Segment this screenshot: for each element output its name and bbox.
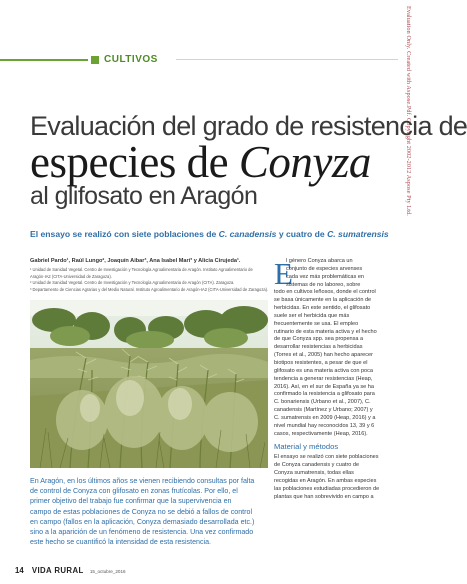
- section-marker: [91, 56, 99, 64]
- body-column: [274, 258, 396, 501]
- body-line: herbicidas. En este sentido, el glifosato: [274, 305, 371, 312]
- body-line: glifosato es una materia activa con poca: [274, 367, 373, 374]
- body-line: l género Conyza abarca un: [286, 258, 353, 264]
- title-line-3: al glifosato en Aragón: [30, 182, 258, 210]
- affiliation-line: Aragón-IA2 (CITA-Universidad de Zaragoza).: [30, 273, 112, 279]
- body-line: de Conyza canadensis y cuatro de: [274, 462, 360, 469]
- body-line: frecuentemente se usa. El empleo: [274, 320, 359, 327]
- affiliation-line: ³ Departamento de Ciencias Agrarias y del Medio Natural. Instituto Agroalimentario de Aragón-IA2 (CITA-Universidad de Zaragoza).: [30, 286, 269, 292]
- body-line: todo en cultivos leñosos, donde el control: [274, 289, 376, 296]
- article-subtitle: [30, 229, 398, 239]
- intro-line: campo de estas poblaciones de Conyza no se debió a fallos de control: [30, 507, 253, 516]
- body-line: Conyza sumatrensis, todas ellas: [274, 470, 354, 477]
- body-line: se basa únicamente en la aplicación de: [274, 297, 372, 304]
- intro-line: este hecho se cuantificó la intensidad de esta resistencia.: [30, 538, 212, 547]
- section-label: CULTIVOS: [104, 54, 158, 65]
- body-line: rutinario de esta materia activa y el hecho: [274, 328, 377, 335]
- section-rule-left: [0, 59, 88, 61]
- body-line: de que Conyza spp. sea propensa a: [274, 336, 364, 343]
- intro-line: de control de Conyza con glifosato en zonas frutícolas. Por ello, el: [30, 487, 238, 496]
- intro-line: primer objetivo del trabajo fue confirmar que la supervivencia en: [30, 497, 232, 506]
- body-line: 2016). Así, en el sur de España ya se ha: [274, 383, 374, 390]
- body-line: suele ser el herbicida que más: [274, 312, 350, 319]
- body-line: sistemas de no laboreo, sobre: [286, 281, 361, 288]
- body-line: tendencia a generar resistencias (Heap,: [274, 375, 373, 382]
- title-line-2: [30, 136, 371, 188]
- section-heading-methods: Material y métodos: [274, 442, 339, 452]
- body-line: las poblaciones estudiadas procedieron de: [274, 485, 380, 492]
- subtitle-part-c: y cuatro de: [276, 229, 328, 239]
- body-line: desarrollar resistencias a herbicidas: [274, 344, 363, 351]
- page-number: 14: [15, 566, 24, 575]
- section-header: [0, 52, 398, 68]
- evaluation-watermark: Evaluation Only. Created with Aspose.Pdf. Copyright 2002-2012 Aspose Pty Ltd.: [405, 6, 412, 216]
- body-line: casos, respectivamente (Heap, 2016).: [274, 430, 368, 437]
- subtitle-part-b: C. canadensis: [218, 229, 277, 239]
- field-photo: [30, 300, 268, 468]
- page-footer: [15, 566, 126, 575]
- affiliations: [30, 267, 278, 293]
- intro-line: en campo (fallos en la aplicación, Conyza demasiado desarrollada etc.): [30, 517, 255, 526]
- title-line-2-italic: Conyza: [238, 137, 371, 187]
- body-line: El ensayo se realizó con siete poblaciones: [274, 454, 379, 461]
- title-line-2-plain: especies de: [30, 137, 239, 187]
- drop-cap: E: [274, 256, 293, 291]
- subtitle-part-a: El ensayo se realizó con siete poblaciones de: [30, 229, 219, 239]
- body-line: confirmado la resistencia a glifosato para: [274, 391, 375, 398]
- intro-line: sino a la aparición de un fenómeno de resistencia. Una vez confirmado: [30, 528, 254, 537]
- magazine-name: VIDA RURAL: [31, 566, 84, 575]
- conyza-field-image: [30, 300, 268, 468]
- body-line: recogidas en Aragón. En ambas especies: [274, 477, 377, 484]
- body-line: C. bonariensis (Urbano et al., 2007), C.: [274, 399, 371, 406]
- body-line: plantas que han sobrevivido en campo a: [274, 493, 374, 500]
- affiliation-line: ¹ Unidad de Sanidad Vegetal. Centro de Investigación y Tecnología Agroalimentaria de Aragón. Instituto Agroalimentario de: [30, 267, 253, 272]
- title-line-1: Evaluación del grado de resistencia de: [30, 111, 467, 141]
- body-line: (Torres et al., 2005) han hecho aparecer: [274, 352, 373, 359]
- author-list: Gabriel Pardo¹, Raúl Lungo², Joaquín Aibar³, Ana Isabel Marí³ y Alicia Cirujeda¹.: [30, 258, 241, 264]
- section-rule-right: [176, 59, 398, 60]
- body-line: canadensis (Martínez y Urbano; 2007) y: [274, 407, 373, 414]
- body-line: nivel mundial hay reconocidos 13, 39 y 6: [274, 422, 375, 429]
- subtitle-part-d: C. sumatrensis: [327, 229, 389, 239]
- affiliation-line: ² Unidad de Sanidad Vegetal. Centro de Investigación y Tecnología Agroalimentaria de Aragón (CITA). Zaragoza.: [30, 280, 235, 286]
- issue-date: 15_octubre_2016: [89, 569, 126, 574]
- body-line: conjunto de especies arvenses: [286, 265, 363, 272]
- body-line: cada vez más problemáticas en: [286, 273, 365, 280]
- intro-highlight-text: [30, 476, 268, 547]
- intro-line: En Aragón, en los últimos años se vienen recibiendo consultas por falta: [30, 477, 255, 485]
- body-line: C. sumatrensis en 2009 (Heap, 2016) y a: [274, 414, 376, 421]
- body-line: biotipos resistentes, a pesar de que el: [274, 359, 368, 366]
